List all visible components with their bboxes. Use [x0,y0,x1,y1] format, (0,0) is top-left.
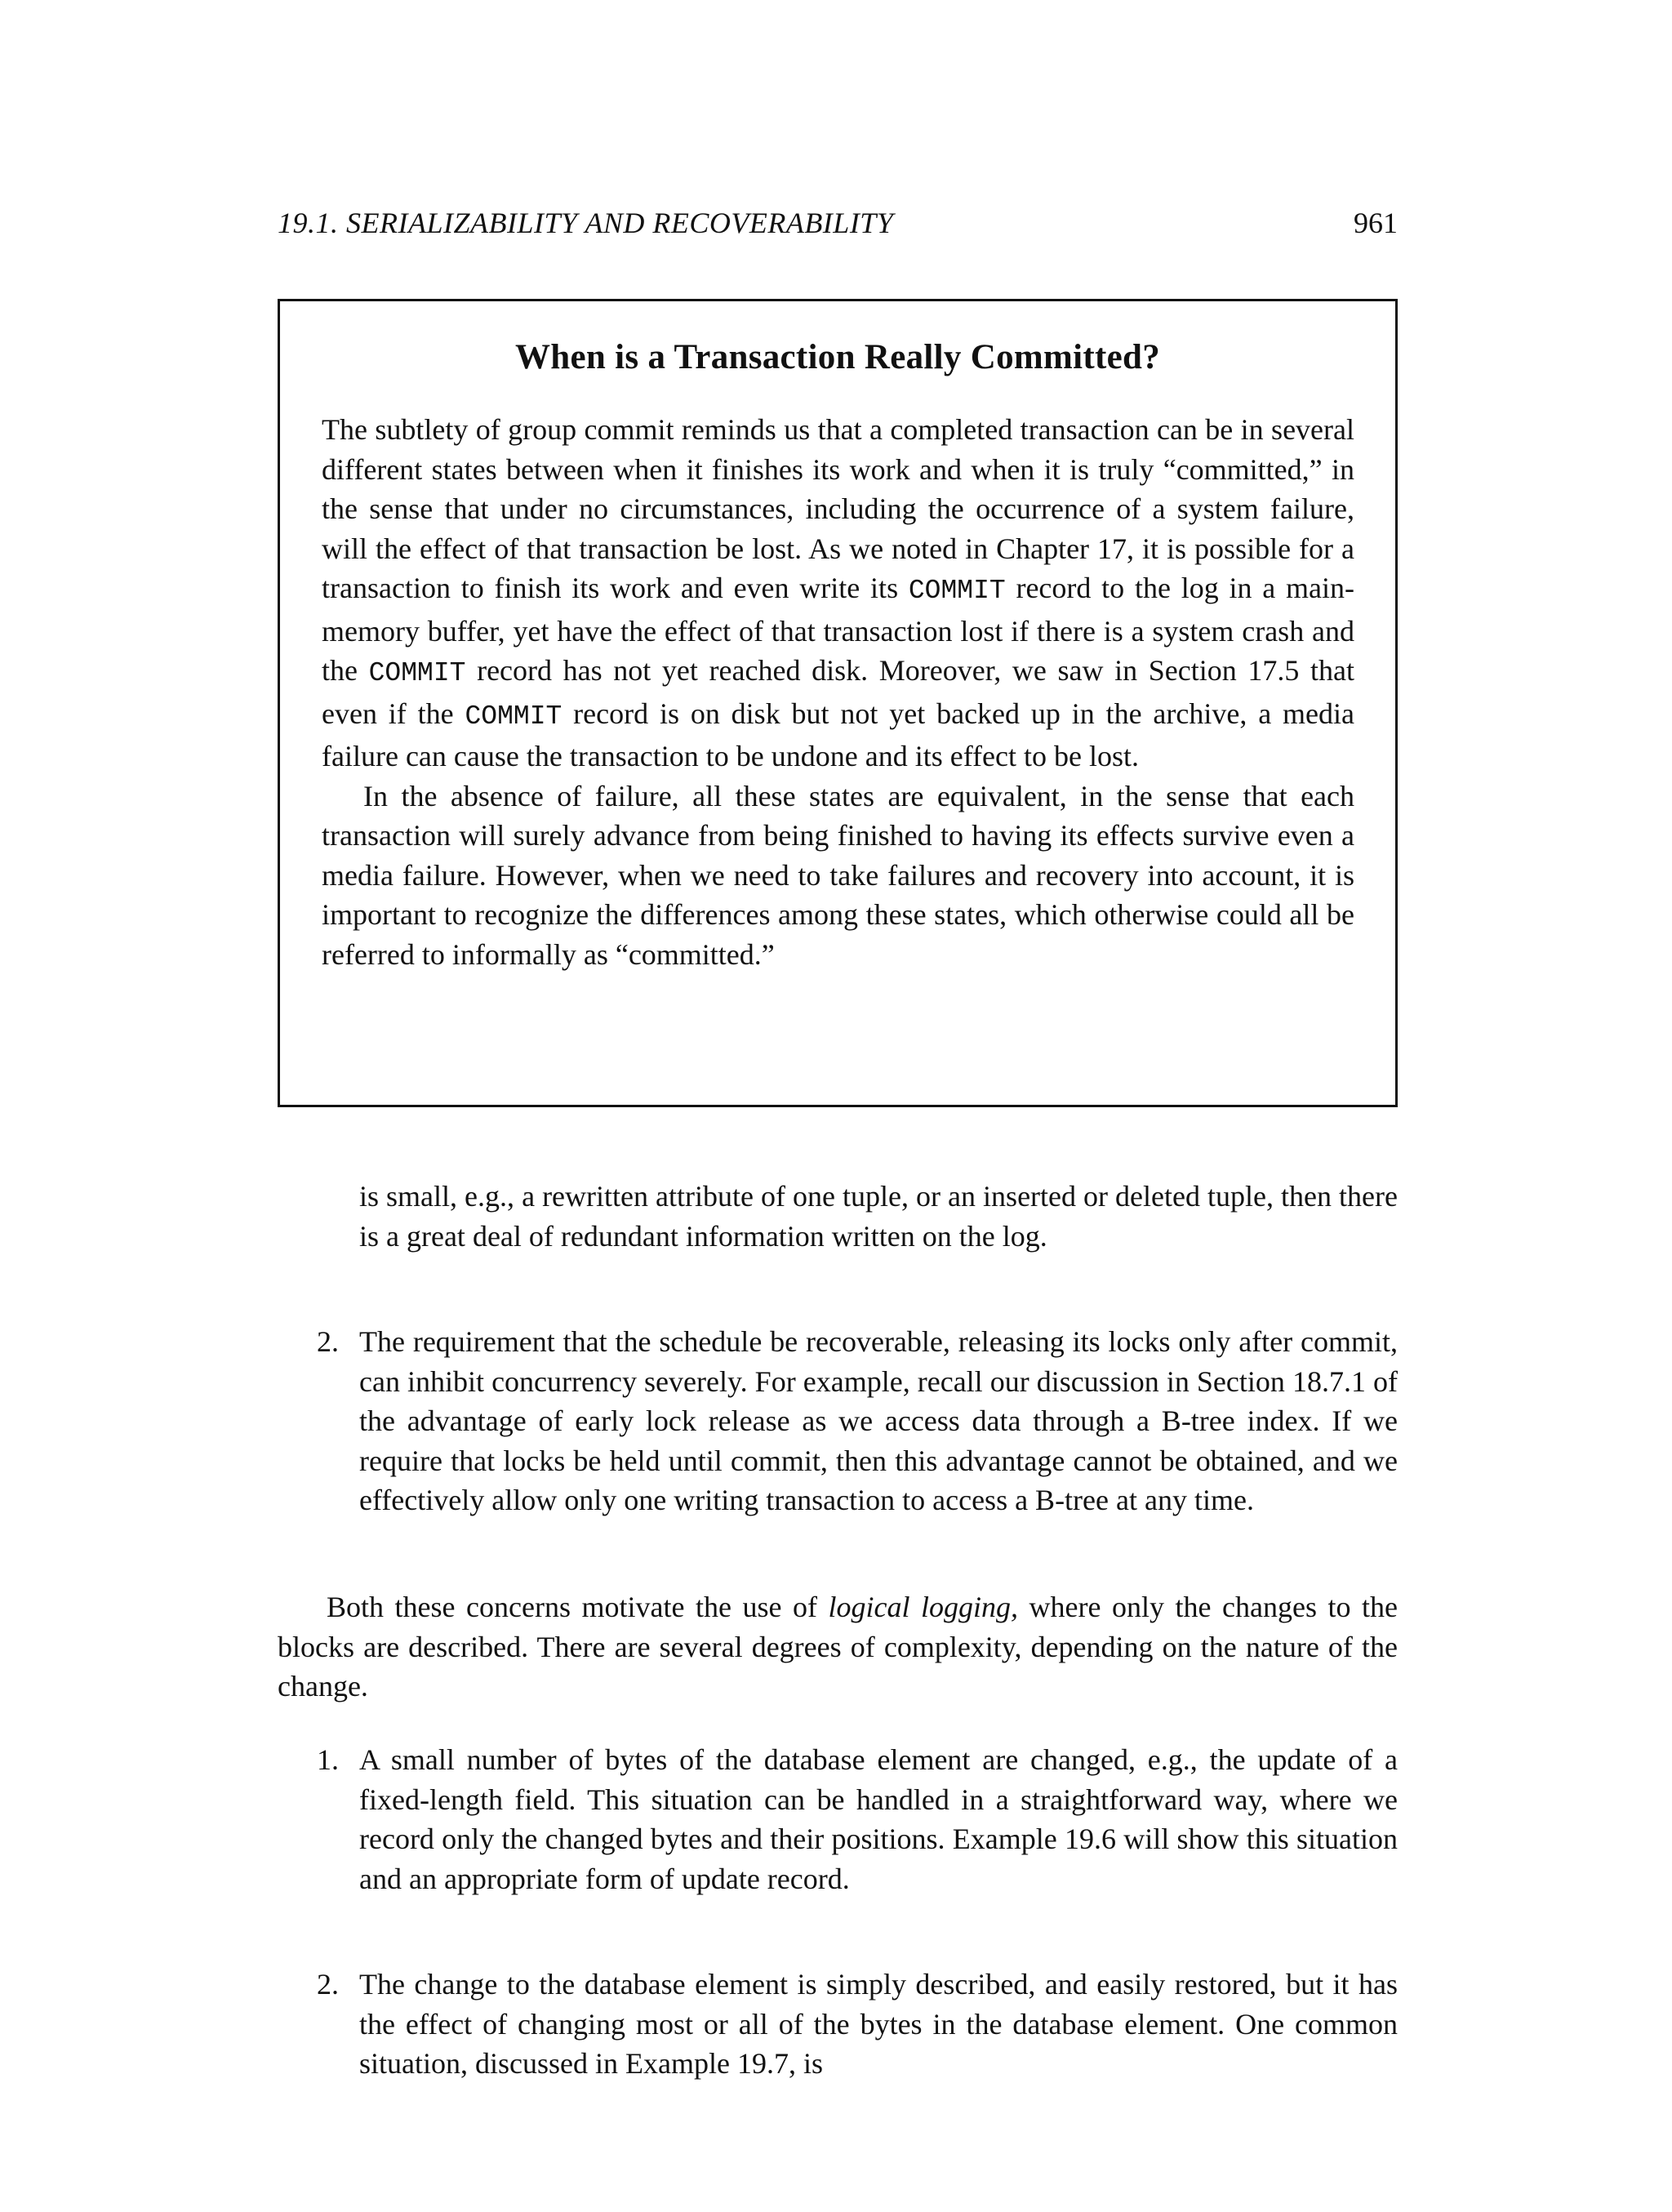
list-item-text: The change to the database element is simply described, and easily restored, but it has the effect of changing most or all of the bytes in the database element. One common situation, discussed in Example 19.7, is [359,1968,1398,2080]
sidebar-body [322,410,1354,974]
sidebar-title: When is a Transaction Really Committed? [514,338,1161,376]
commit-keyword: COMMIT [465,701,563,732]
continuation-text: is small, e.g., a rewritten attribute of one tuple, or an inserted or deleted tuple, then there is a great deal of redundant information written on the log. [359,1180,1398,1253]
sidebar-paragraph-1 [322,410,1354,777]
page-number: 961 [1354,207,1398,239]
commit-keyword: COMMIT [368,658,466,688]
list-item-continuation [278,1177,1398,1256]
running-section-title: 19.1. SERIALIZABILITY AND RECOVERABILITY [278,207,894,239]
logical-logging-term: logical logging, [828,1591,1019,1623]
body-paragraph [278,1587,1398,1707]
list-item-text: A small number of bytes of the database element are changed, e.g., the update of a fixed-length field. This situation can be handled in a straightforward way, where we record only the changed bytes and their positions. Example 19.6 will show this situation and an appropriate form of update record. [359,1743,1398,1895]
sidebar-text: record is on disk but not yet backed up in the archive, a media failure can cause the transaction to be undone and its effect to be lost. [322,697,1354,772]
list-item-degree-2 [278,1965,1398,2084]
sidebar-paragraph-2: In the absence of failure, all these states are equivalent, in the sense that each transaction will surely advance from being finished to having its effects survive even a media failure. However, when we need to take failures and recovery into account, it is important to recognize the differences among these states, which otherwise could all be referred to informally as “committed.” [322,779,1354,971]
body-text: Both these concerns motivate the use of [327,1591,829,1623]
list-marker: 2. [317,1325,339,1358]
list-marker: 2. [317,1968,339,2001]
sidebar-box [278,299,1398,1107]
sidebar-text: record to the log in a main-memory buffer, yet have the effect of that transaction lost if there is a system crash and the [322,572,1354,687]
list-item-text: The requirement that the schedule be recoverable, releasing its locks only after commit, can inhibit concurrency severely. For example, recall our discussion in Section 18.7.1 of the advantage of early lock release as we access data through a B-tree index. If we require that locks be held until commit, then this advantage cannot be obtained, and we effectively allow only one writing transaction to access a B-tree at any time. [359,1325,1398,1516]
sidebar-text: The subtlety of group commit reminds us that a completed transaction can be in several different states between when it finishes its work and when it is truly “committed,” in the sense that under no circumstances, including the occurrence of a system failure, will the effect of that transaction be lost. As we noted in Chapter 17, it is possible for a transaction to finish its work and even write its [322,413,1354,604]
sidebar-text: record has not yet reached disk. Moreover, we saw in Section 17.5 that even if the [322,654,1355,730]
list-item-concern-2 [278,1322,1398,1520]
list-item-degree-1 [278,1740,1398,1898]
body-text: where only the changes to the blocks are described. There are several degrees of complexity, depending on the nature of the change. [278,1591,1398,1702]
commit-keyword: COMMIT [908,576,1006,606]
running-header [278,206,1398,247]
list-marker: 1. [317,1743,339,1776]
